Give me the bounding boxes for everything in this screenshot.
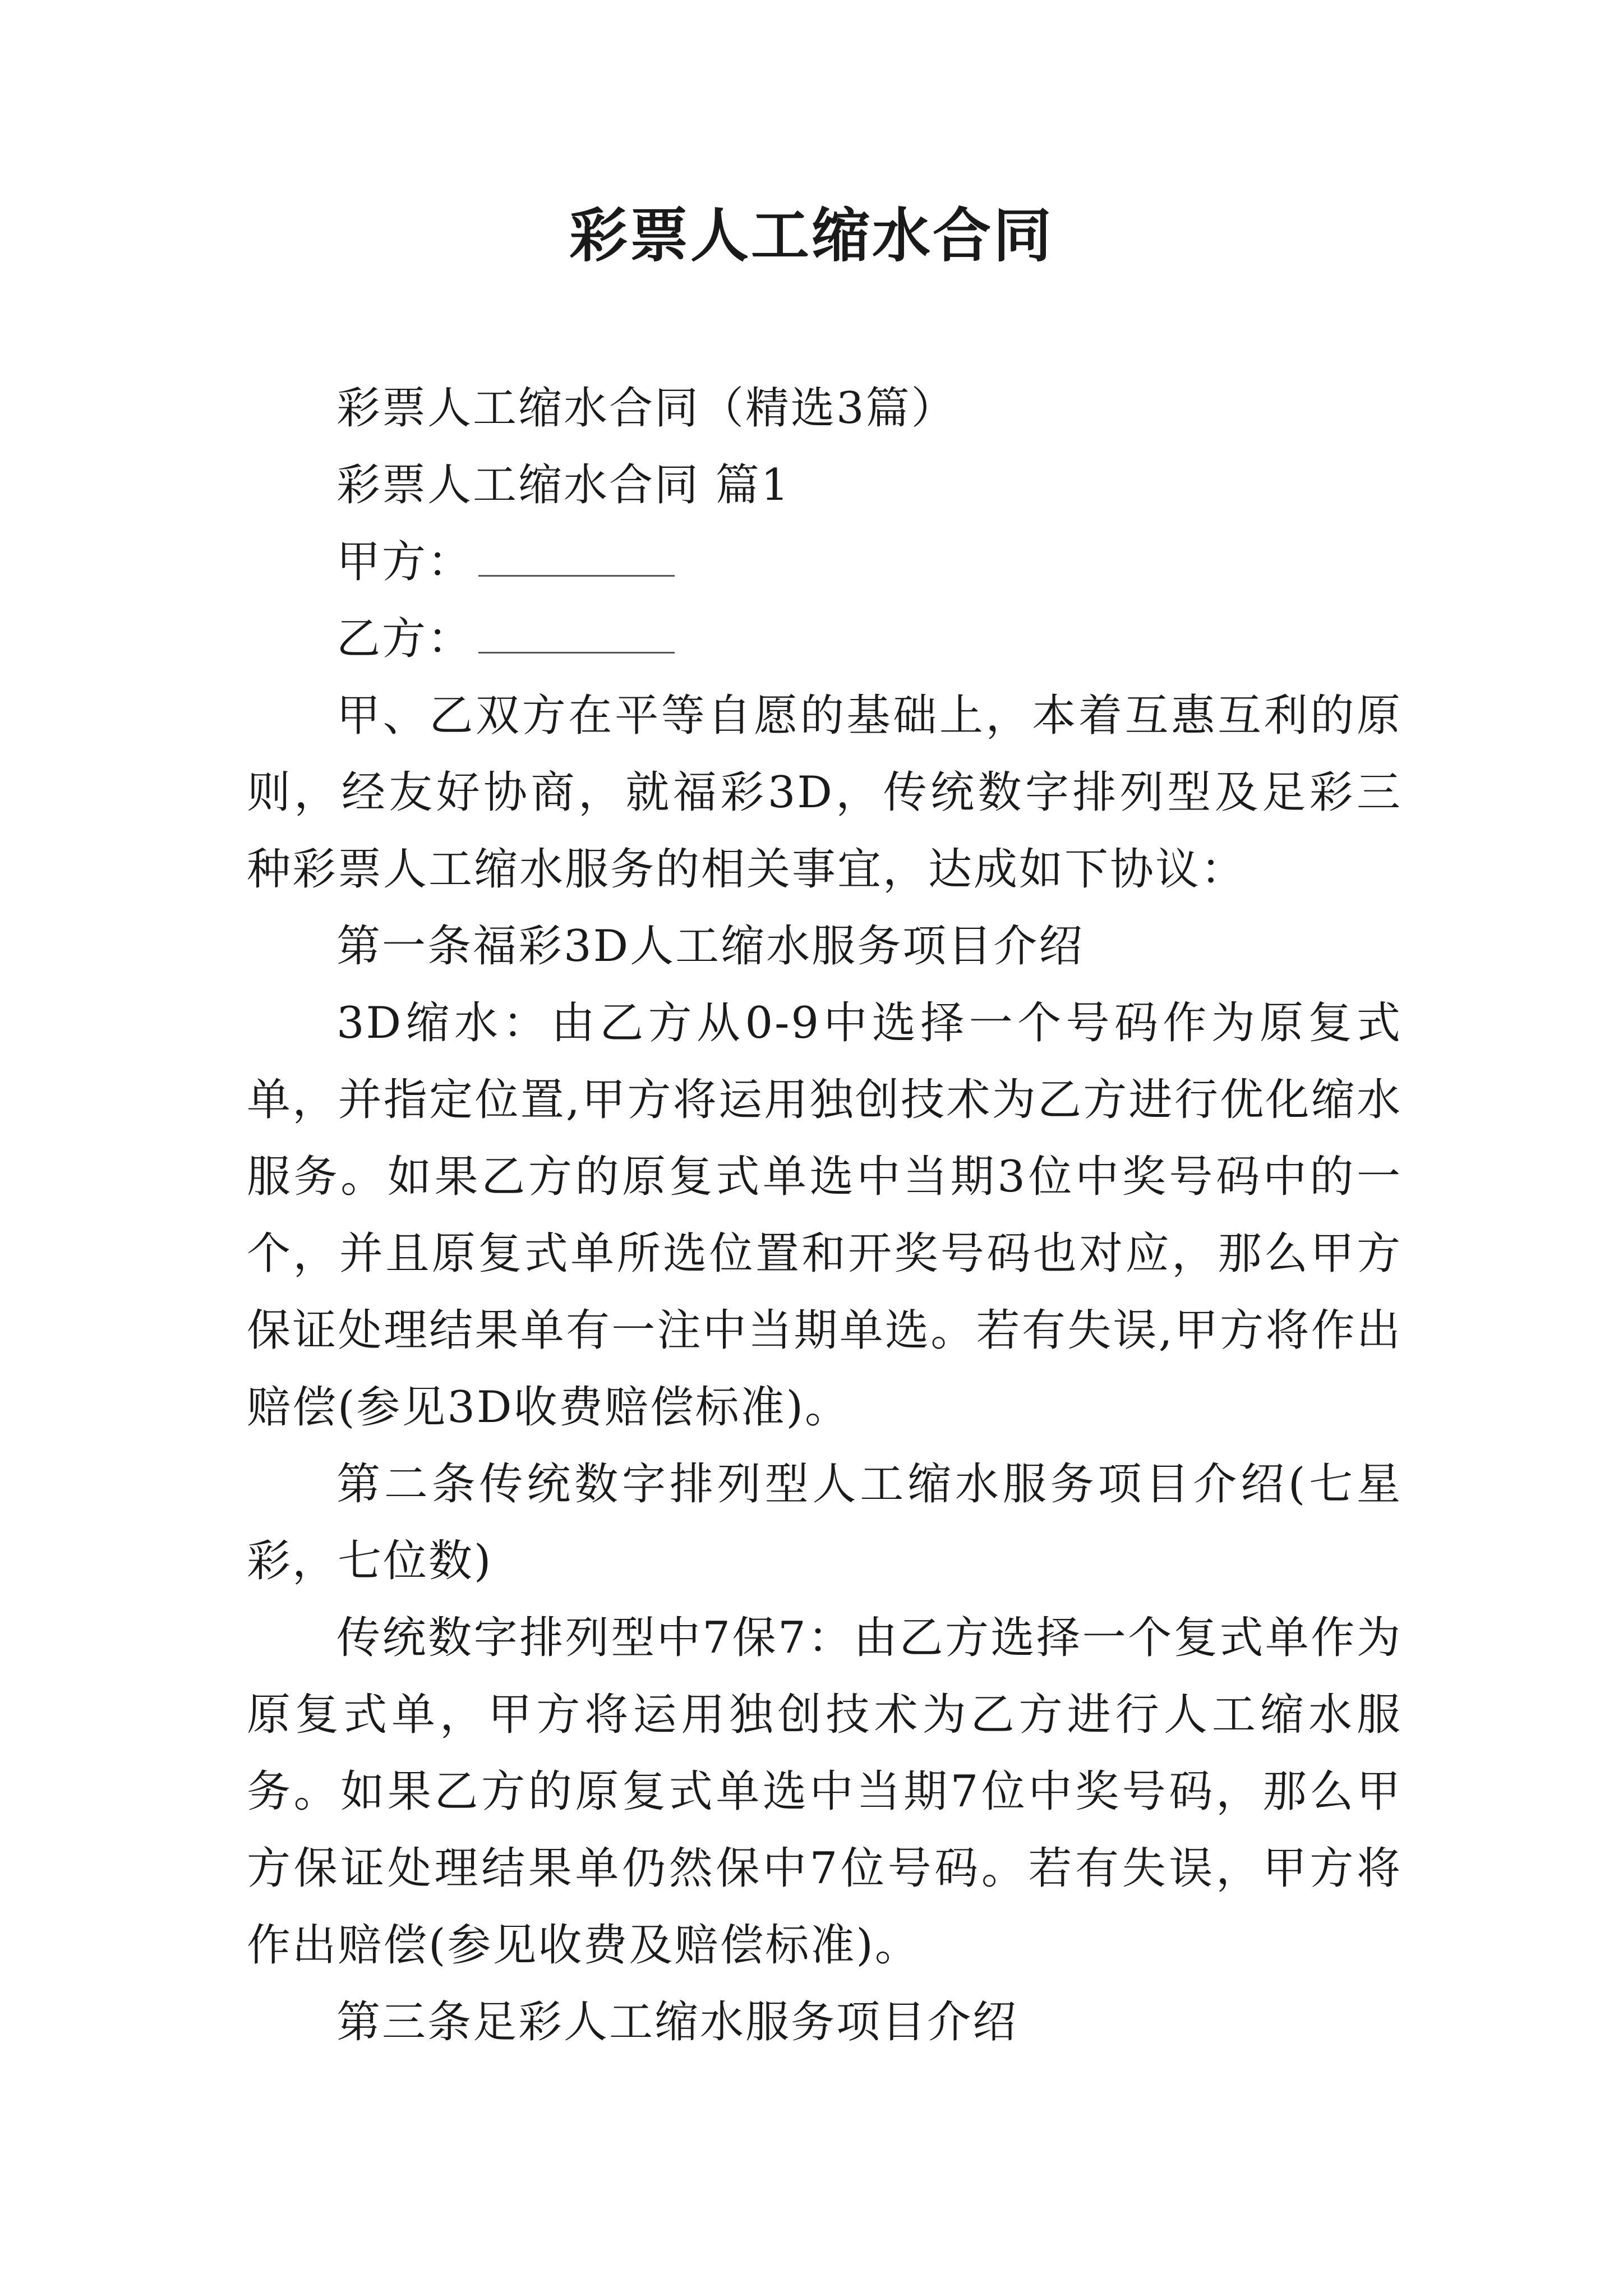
party-a-line [247,524,1402,601]
party-b-line [247,601,1402,678]
document-body [247,370,1402,2061]
party-a-blank [478,536,675,577]
paragraph-intro: 甲、乙双方在平等自愿的基础上，本着互惠互利的原则，经友好协商，就福彩3D，传统数字排列型及足彩三种彩票人工缩水服务的相关事宜，达成如下协议： [247,691,1402,895]
article-1-body: 3D缩水：由乙方从0-9中选择一个号码作为原复式单，并指定位置,甲方将运用独创技术为乙方进行优化缩水服务。如果乙方的原复式单选中当期3位中奖号码中的一个，并且原复式单所选位置和开奖号码也对应，那么甲方保证处理结果单有一注中当期单选。若有失误,甲方将作出赔偿(参见3D收费赔偿标准)。 [247,998,1402,1433]
section-heading: 彩票人工缩水合同 篇1 [336,460,791,510]
article-2-heading: 第二条传统数字排列型人工缩水服务项目介绍(七星彩，七位数) [247,1459,1402,1586]
party-b-label: 乙方： [336,614,473,664]
article-1-heading: 第一条福彩3D人工缩水服务项目介绍 [336,921,1085,972]
party-b-blank [478,613,675,654]
document-title: 彩票人工缩水合同 [569,201,1054,270]
subtitle: 彩票人工缩水合同（精选3篇） [336,383,957,434]
article-2-body: 传统数字排列型中7保7：由乙方选择一个复式单作为原复式单，甲方将运用独创技术为乙方进行人工缩水服务。如果乙方的原复式单选中当期7位中奖号码，那么甲方保证处理结果单仍然保中7位号码。若有失误，甲方将作出赔偿(参见收费及赔偿标准)。 [247,1613,1402,1971]
article-3-heading: 第三条足彩人工缩水服务项目介绍 [336,1997,1018,2047]
party-a-label: 甲方： [336,537,473,587]
